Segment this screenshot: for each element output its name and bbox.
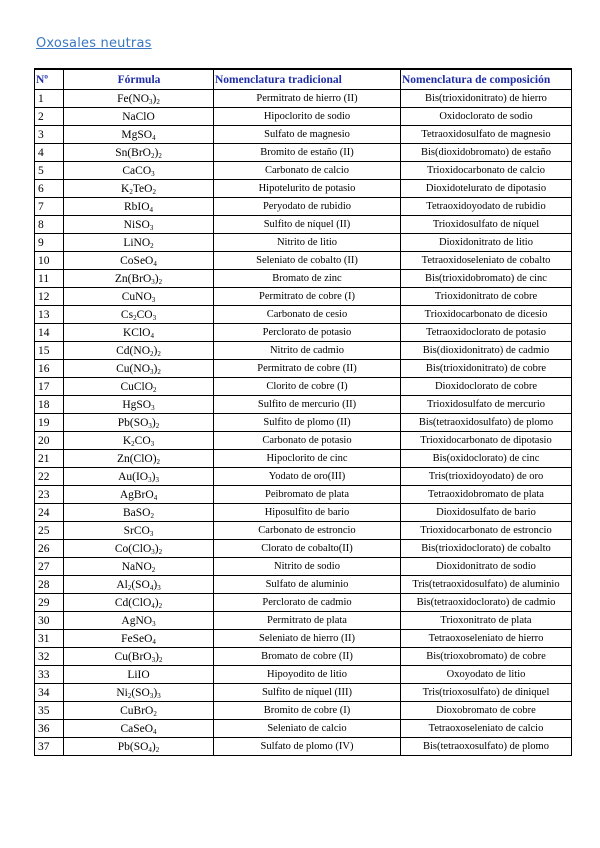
row-number: 31 (35, 630, 64, 648)
table-body (35, 90, 572, 756)
row-composition-name: Dioxidonitrato de sodio (401, 558, 572, 576)
row-number: 37 (35, 738, 64, 756)
row-number: 17 (35, 378, 64, 396)
row-formula: CuNO$_3$ (64, 288, 214, 306)
row-composition-name: Bis(trioxobromato) de cobre (401, 648, 572, 666)
row-formula: $Sn(BrO_2)_2$ (64, 144, 214, 162)
row-number: 35 (35, 702, 64, 720)
table-row (35, 234, 572, 252)
row-traditional-name: Nitrito de sodio (214, 558, 401, 576)
row-composition-name: Bis(trioxidonitrato) de cobre (401, 360, 572, 378)
row-composition-name: Tetraoxoseleniato de hierro (401, 630, 572, 648)
row-composition-name: Bis(tetraoxosulfato) de plomo (401, 738, 572, 756)
header-number: Nº (35, 69, 64, 90)
row-formula: $K_2TeO_2$ (64, 180, 214, 198)
row-number: 12 (35, 288, 64, 306)
row-number: 32 (35, 648, 64, 666)
row-traditional-name: Seleniato de hierro (II) (214, 630, 401, 648)
row-number: 11 (35, 270, 64, 288)
row-number: 26 (35, 540, 64, 558)
row-number: 28 (35, 576, 64, 594)
row-composition-name: Trioxidosulfato de níquel (401, 216, 572, 234)
row-traditional-name: Permitrato de hierro (II) (214, 90, 401, 108)
table-row (35, 540, 572, 558)
table-row (35, 216, 572, 234)
row-formula: AgNO$_3$ (64, 612, 214, 630)
table-row (35, 612, 572, 630)
row-formula: $Au(IO_3)_3$ (64, 468, 214, 486)
row-number: 13 (35, 306, 64, 324)
row-formula: NiSO$_3$ (64, 216, 214, 234)
row-formula: $Ni_2(SO_3)_3$ (64, 684, 214, 702)
row-formula: $Cd(ClO_4)_2$ (64, 594, 214, 612)
row-formula: KClO$_4$ (64, 324, 214, 342)
row-number: 5 (35, 162, 64, 180)
row-composition-name: Trioxidocarbonato de estroncio (401, 522, 572, 540)
row-composition-name: Dioxidonitrato de litio (401, 234, 572, 252)
row-number: 10 (35, 252, 64, 270)
header-traditional: Nomenclatura tradicional (214, 69, 401, 90)
row-composition-name: Dioxidotelurato de dipotasio (401, 180, 572, 198)
row-formula: LiIO (64, 666, 214, 684)
row-number: 16 (35, 360, 64, 378)
row-formula: BaSO$_2$ (64, 504, 214, 522)
row-formula: $Fe(NO_3)_2$ (64, 90, 214, 108)
row-composition-name: Trioxonitrato de plata (401, 612, 572, 630)
row-formula: FeSeO$_4$ (64, 630, 214, 648)
row-composition-name: Tetraoxidoyodato de rubidio (401, 198, 572, 216)
row-traditional-name: Peibromato de plata (214, 486, 401, 504)
sheet-title: Oxosales neutras (36, 36, 152, 51)
table-row (35, 342, 572, 360)
row-composition-name: Tetraoxidoseleniato de cobalto (401, 252, 572, 270)
row-traditional-name: Clorito de cobre (I) (214, 378, 401, 396)
table-row (35, 432, 572, 450)
row-number: 9 (35, 234, 64, 252)
table-row (35, 630, 572, 648)
row-number: 33 (35, 666, 64, 684)
row-composition-name: Tetraoxidoclorato de potasio (401, 324, 572, 342)
row-formula: CaSeO$_4$ (64, 720, 214, 738)
table-row (35, 504, 572, 522)
row-traditional-name: Hipoclorito de sodio (214, 108, 401, 126)
table-row (35, 648, 572, 666)
row-traditional-name: Perclorato de potasio (214, 324, 401, 342)
row-traditional-name: Permitrato de plata (214, 612, 401, 630)
table-row (35, 162, 572, 180)
row-number: 6 (35, 180, 64, 198)
row-number: 34 (35, 684, 64, 702)
table-row (35, 252, 572, 270)
row-number: 19 (35, 414, 64, 432)
table-row (35, 468, 572, 486)
row-traditional-name: Nitrito de litio (214, 234, 401, 252)
row-number: 27 (35, 558, 64, 576)
row-number: 30 (35, 612, 64, 630)
row-number: 24 (35, 504, 64, 522)
row-traditional-name: Sulfito de níquel (II) (214, 216, 401, 234)
row-number: 8 (35, 216, 64, 234)
row-composition-name: Trioxidocarbonato de calcio (401, 162, 572, 180)
row-formula: CuBrO$_2$ (64, 702, 214, 720)
table-row (35, 324, 572, 342)
table-row (35, 594, 572, 612)
row-formula: AgBrO$_4$ (64, 486, 214, 504)
row-traditional-name: Sulfato de aluminio (214, 576, 401, 594)
row-composition-name: Trioxidocarbonato de dicesio (401, 306, 572, 324)
table-row (35, 90, 572, 108)
row-traditional-name: Sulfato de plomo (IV) (214, 738, 401, 756)
row-formula: $K_2CO_3$ (64, 432, 214, 450)
table-row (35, 702, 572, 720)
row-number: 4 (35, 144, 64, 162)
row-composition-name: Trioxidosulfato de mercurio (401, 396, 572, 414)
row-number: 15 (35, 342, 64, 360)
row-traditional-name: Seleniato de cobalto (II) (214, 252, 401, 270)
row-number: 7 (35, 198, 64, 216)
row-formula: $Co(ClO_3)_2$ (64, 540, 214, 558)
row-traditional-name: Bromato de zinc (214, 270, 401, 288)
row-traditional-name: Hiposulfito de bario (214, 504, 401, 522)
table-row (35, 576, 572, 594)
row-number: 22 (35, 468, 64, 486)
row-number: 23 (35, 486, 64, 504)
row-traditional-name: Peryodato de rubidio (214, 198, 401, 216)
oxosales-table (34, 68, 572, 756)
row-formula: $Pb(SO_4)_2$ (64, 738, 214, 756)
table-row (35, 288, 572, 306)
row-composition-name: Bis(dioxidonitrato) de cadmio (401, 342, 572, 360)
row-formula: $Zn(ClO)_2$ (64, 450, 214, 468)
row-formula: $Zn(BrO_3)_2$ (64, 270, 214, 288)
row-number: 3 (35, 126, 64, 144)
row-formula: $Pb(SO_3)_2$ (64, 414, 214, 432)
row-number: 14 (35, 324, 64, 342)
row-formula: NaClO (64, 108, 214, 126)
table-row (35, 522, 572, 540)
table-row (35, 108, 572, 126)
row-composition-name: Bis(trioxidonitrato) de hierro (401, 90, 572, 108)
row-composition-name: Tetraoxidobromato de plata (401, 486, 572, 504)
table-row (35, 126, 572, 144)
row-composition-name: Trioxidocarbonato de dipotasio (401, 432, 572, 450)
row-formula: SrCO$_3$ (64, 522, 214, 540)
row-composition-name: Tris(trioxidoyodato) de oro (401, 468, 572, 486)
row-formula: $Cu(BrO_3)_2$ (64, 648, 214, 666)
row-composition-name: Dioxidoclorato de cobre (401, 378, 572, 396)
row-traditional-name: Permitrato de cobre (I) (214, 288, 401, 306)
row-formula: CaCO$_3$ (64, 162, 214, 180)
row-composition-name: Bis(tetraoxidoclorato) de cadmio (401, 594, 572, 612)
row-formula: $Al_2(SO_4)_3$ (64, 576, 214, 594)
row-traditional-name: Perclorato de cadmio (214, 594, 401, 612)
table-row (35, 414, 572, 432)
table-row (35, 666, 572, 684)
row-traditional-name: Sulfito de plomo (II) (214, 414, 401, 432)
row-formula: CuClO$_2$ (64, 378, 214, 396)
table-row (35, 360, 572, 378)
row-number: 20 (35, 432, 64, 450)
header-composition: Nomenclatura de composición (401, 69, 572, 90)
header-formula: Fórmula (64, 69, 214, 90)
row-composition-name: Tetraoxoseleniato de calcio (401, 720, 572, 738)
row-traditional-name: Hipotelurito de potasio (214, 180, 401, 198)
row-composition-name: Tetraoxidosulfato de magnesio (401, 126, 572, 144)
row-traditional-name: Bromato de cobre (II) (214, 648, 401, 666)
row-traditional-name: Sulfato de magnesio (214, 126, 401, 144)
row-composition-name: Bis(trioxidoclorato) de cobalto (401, 540, 572, 558)
row-traditional-name: Yodato de oro(III) (214, 468, 401, 486)
table-row (35, 738, 572, 756)
row-composition-name: Bis(oxidoclorato) de cinc (401, 450, 572, 468)
row-composition-name: Tris(tetraoxidosulfato) de aluminio (401, 576, 572, 594)
row-traditional-name: Bromito de estaño (II) (214, 144, 401, 162)
row-traditional-name: Hipoclorito de cinc (214, 450, 401, 468)
row-traditional-name: Carbonato de potasio (214, 432, 401, 450)
table-row (35, 396, 572, 414)
row-composition-name: Bis(trioxidobromato) de cinc (401, 270, 572, 288)
row-number: 36 (35, 720, 64, 738)
row-composition-name: Tris(trioxosulfato) de diniquel (401, 684, 572, 702)
row-composition-name: Oxoyodato de litio (401, 666, 572, 684)
row-composition-name: Trioxidonitrato de cobre (401, 288, 572, 306)
row-traditional-name: Carbonato de estroncio (214, 522, 401, 540)
row-composition-name: Bis(dioxidobromato) de estaño (401, 144, 572, 162)
row-number: 29 (35, 594, 64, 612)
row-formula: $Cu(NO_3)_2$ (64, 360, 214, 378)
row-formula: $Cd(NO_2)_2$ (64, 342, 214, 360)
table-row (35, 378, 572, 396)
row-formula: RbIO$_4$ (64, 198, 214, 216)
row-formula: MgSO$_4$ (64, 126, 214, 144)
row-composition-name: Dioxidosulfato de bario (401, 504, 572, 522)
row-number: 21 (35, 450, 64, 468)
row-traditional-name: Hipoyodito de litio (214, 666, 401, 684)
table-row (35, 684, 572, 702)
row-formula: HgSO$_3$ (64, 396, 214, 414)
row-formula: CoSeO$_4$ (64, 252, 214, 270)
table-row (35, 558, 572, 576)
table-row (35, 450, 572, 468)
row-number: 18 (35, 396, 64, 414)
row-composition-name: Dioxobromato de cobre (401, 702, 572, 720)
table-row (35, 144, 572, 162)
row-number: 25 (35, 522, 64, 540)
row-formula: $Cs_2CO_3$ (64, 306, 214, 324)
row-traditional-name: Sulfito de níquel (III) (214, 684, 401, 702)
row-traditional-name: Carbonato de calcio (214, 162, 401, 180)
row-traditional-name: Nitrito de cadmio (214, 342, 401, 360)
table-header-row (35, 69, 572, 90)
table-row (35, 486, 572, 504)
row-traditional-name: Clorato de cobalto(II) (214, 540, 401, 558)
row-composition-name: Bis(tetraoxidosulfato) de plomo (401, 414, 572, 432)
row-traditional-name: Carbonato de cesio (214, 306, 401, 324)
table-row (35, 270, 572, 288)
row-composition-name: Oxidoclorato de sodio (401, 108, 572, 126)
row-formula: NaNO$_2$ (64, 558, 214, 576)
row-traditional-name: Seleniato de calcio (214, 720, 401, 738)
table-row (35, 198, 572, 216)
row-number: 2 (35, 108, 64, 126)
row-traditional-name: Sulfito de mercurio (II) (214, 396, 401, 414)
row-traditional-name: Bromito de cobre (I) (214, 702, 401, 720)
row-traditional-name: Permitrato de cobre (II) (214, 360, 401, 378)
row-number: 1 (35, 90, 64, 108)
table-row (35, 180, 572, 198)
table-row (35, 306, 572, 324)
row-formula: LiNO$_2$ (64, 234, 214, 252)
table-row (35, 720, 572, 738)
